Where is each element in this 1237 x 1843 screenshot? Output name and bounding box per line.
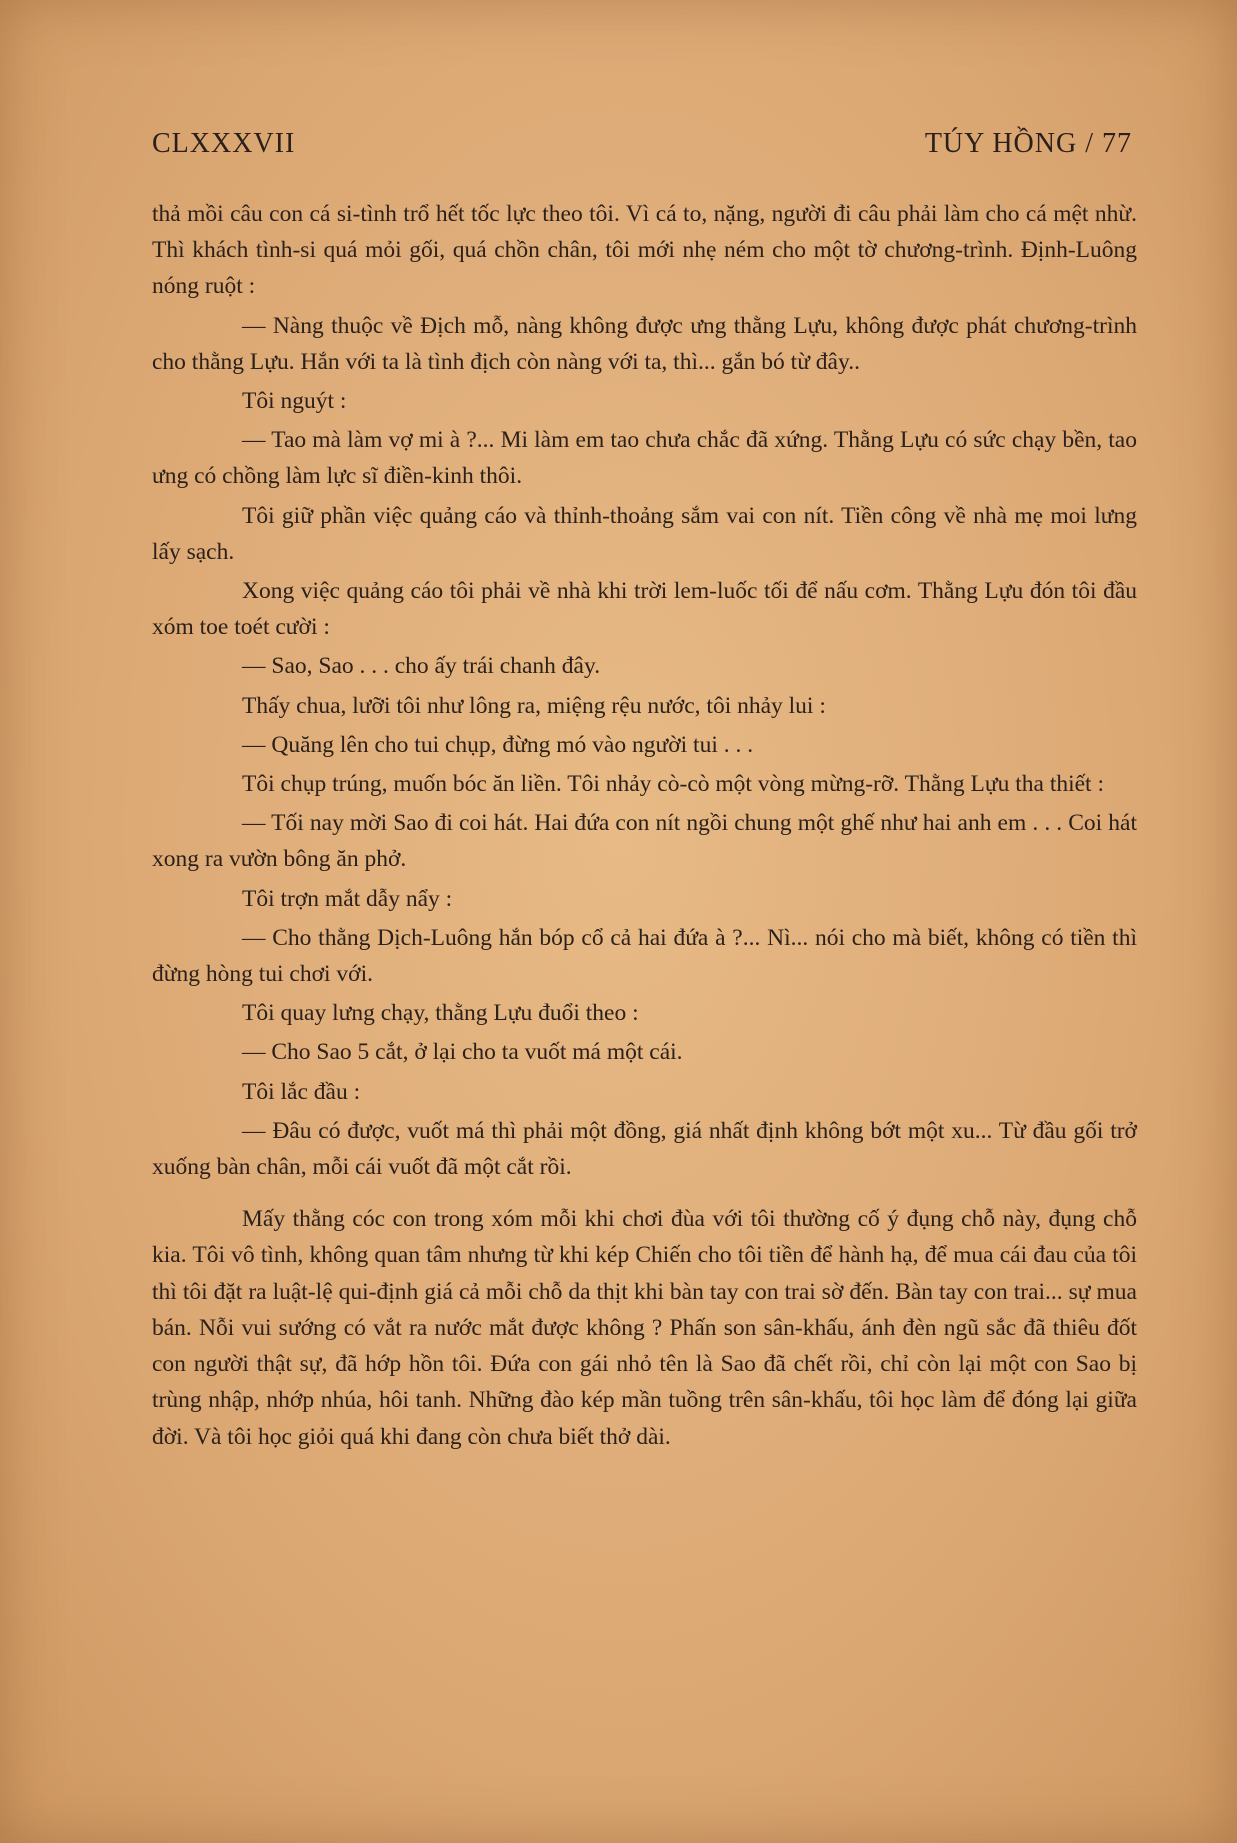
paragraph: — Cho thằng Dịch-Luông hắn bóp cổ cả hai đứa à ?... Nì... nói cho mà biết, không có tiền thì đừng hòng tui chơi với. [152, 924, 1137, 988]
paragraph: Mấy thằng cóc con trong xóm mỗi khi chơi đùa với tôi thường cố ý đụng chỗ này, đụng chỗ kia. Tôi vô tình, không quan tâm nhưng từ khi kép Chiến cho tôi tiền để hành hạ, để mua cái đau của tôi thì tôi đặt ra luật-lệ qui-định giá cả mỗi chỗ da thịt khi bàn tay con trai sờ đến. Bàn tay con trai... sự mua bán. Nỗi vui sướng có vắt ra nước mắt được không ? Phấn son sân-khấu, ánh đèn ngũ sắc đã thiêu đốt con người thật sự, đã hớp hồn tôi. Đứa con gái nhỏ tên là Sao đã chết rồi, chỉ còn lại một con Sao bị trùng nhập, nhớp nhúa, hôi tanh. Những đào kép mần tuồng trên sân-khấu, tôi học làm để đóng lại giữa đời. Và tôi học giỏi quá khi đang còn chưa biết thở dài. [152, 1206, 1137, 1450]
paragraph: — Nàng thuộc về Địch mỗ, nàng không được ưng thằng Lựu, không được phát chương-trình cho thằng Lựu. Hắn với ta là tình địch còn nàng với ta, thì... gắn bó từ đây.. [152, 312, 1137, 375]
paragraph: Tôi lắc đầu : [242, 1078, 361, 1105]
paragraph: — Quăng lên cho tui chụp, đừng mó vào người tui . . . [242, 731, 754, 758]
paragraph: Tôi nguýt : [242, 388, 347, 415]
paragraph: Tôi chụp trúng, muốn bóc ăn liền. Tôi nhảy cò-cò một vòng mừng-rỡ. Thằng Lựu tha thiết : [242, 771, 1104, 798]
paragraph: — Cho Sao 5 cắt, ở lại cho ta vuốt má một cái. [242, 1039, 683, 1066]
page-header [152, 128, 1132, 172]
paragraph: Tôi quay lưng chạy, thằng Lựu đuổi theo : [242, 1000, 639, 1027]
running-title: TÚY HỒNG / 77 [924, 128, 1132, 159]
paragraph: Tôi giữ phần việc quảng cáo và thỉnh-thoảng sắm vai con nít. Tiền công về nhà mẹ moi lưng lấy sạch. [152, 502, 1137, 565]
body-text [152, 196, 1137, 1458]
paragraph: — Tối nay mời Sao đi coi hát. Hai đứa con nít ngồi chung một ghế như hai anh em . . . Coi hát xong ra vườn bông ăn phở. [152, 810, 1137, 873]
paragraph: thả mồi câu con cá si-tình trổ hết tốc lực theo tôi. Vì cá to, nặng, người đi câu phải làm cho cá mệt nhừ. Thì khách tình-si quá mỏi gối, quá chồn chân, tôi mới nhẹ ném cho một tờ chương-trình. Định-Luông nóng ruột : [152, 201, 1137, 300]
paragraph: Tôi trợn mắt dẫy nẩy : [242, 885, 453, 912]
paragraph: Thấy chua, lưỡi tôi như lông ra, miệng rệu nước, tôi nhảy lui : [242, 692, 826, 719]
paragraph: — Sao, Sao . . . cho ấy trái chanh đây. [242, 653, 601, 680]
paragraph: — Đâu có được, vuốt má thì phải một đồng, giá nhất định không bớt một xu... Từ đầu gối trở xuống bàn chân, mỗi cái vuốt đã một cắt rồi. [152, 1117, 1137, 1181]
paragraph: — Tao mà làm vợ mi à ?... Mi làm em tao chưa chắc đã xứng. Thằng Lựu có sức chạy bền, tao ưng có chồng làm lực sĩ điền-kinh thôi. [152, 427, 1137, 490]
paragraph: Xong việc quảng cáo tôi phải về nhà khi trời lem-luốc tối để nấu cơm. Thằng Lựu đón tôi đầu xóm toe toét cười : [152, 578, 1137, 641]
chapter-number: CLXXXVII [152, 128, 296, 159]
